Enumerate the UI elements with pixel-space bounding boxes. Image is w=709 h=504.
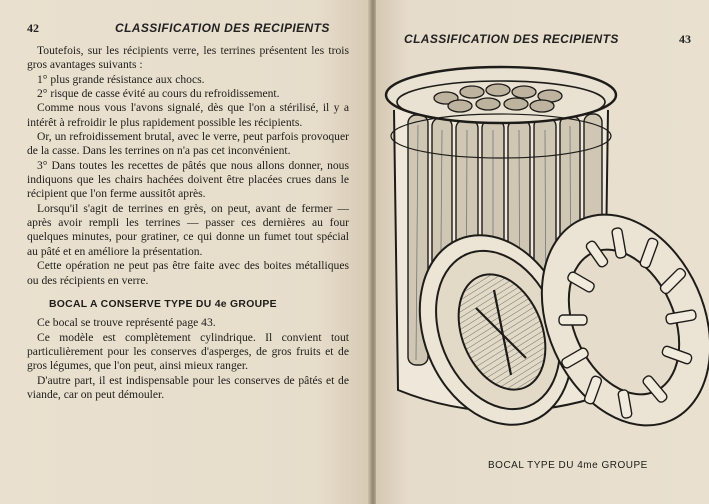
paragraph: Or, un refroidissement brutal, avec le verre, peut parfois provoquer de la casse. Dans les terrines on n'a pas cet inconvénient.: [27, 130, 349, 158]
paragraph: D'autre part, il est indispensable pour les conserves de pâtés et de viande, car on peut démouler.: [27, 373, 349, 401]
paragraph: Cette opération ne peut pas être faite avec des boites métalliques ou des récipients en verre.: [27, 259, 349, 287]
page-number-right: 43: [679, 32, 691, 46]
running-head-right: CLASSIFICATION DES RECIPIENTS: [404, 32, 619, 46]
page-number-left: 42: [27, 21, 39, 35]
figure-caption: BOCAL TYPE DU 4me GROUPE: [488, 460, 648, 471]
paragraph: Toutefois, sur les récipients verre, les terrines présentent les trois gros avantages suivants :: [27, 44, 349, 72]
paragraph: 2° risque de casse évité au cours du refroidissement.: [37, 87, 280, 101]
paragraph: Comme nous vous l'avons signalé, dès que l'on a stérilisé, il y a intérêt à refroidir le plus rapidement possible les récipients.: [27, 101, 349, 129]
paragraph: Ce modèle est complètement cylindrique. Il convient tout particulièrement pour les conserves d'asperges, de gros fruits et de gros légumes, que l'on peut, ainsi mieux ranger.: [27, 330, 349, 373]
paragraph: 3° Dans toutes les recettes de pâtés que nous allons donner, nous indiquons que les chairs hachées doivent être placées crues dans le récipient que l'on ferme aussitôt après.: [27, 158, 349, 201]
paragraph: Ce bocal se trouve représenté page 43.: [37, 316, 216, 330]
left-body-text: [27, 44, 349, 402]
section-title: BOCAL A CONSERVE TYPE DU 4e GROUPE: [49, 298, 277, 310]
paragraph: 1° plus grande résistance aux chocs.: [37, 72, 205, 86]
jar-illustration: [376, 40, 709, 455]
paragraph: Lorsqu'il s'agit de terrines en grès, on peut, avant de fermer — après avoir rempli les terrines — passer ces dernières au four quelques minutes, pour gratiner, ce qui donne un fumet tout spécial au pâté et en améliore la présentation.: [27, 201, 349, 258]
running-head-left: CLASSIFICATION DES RECIPIENTS: [115, 21, 330, 35]
